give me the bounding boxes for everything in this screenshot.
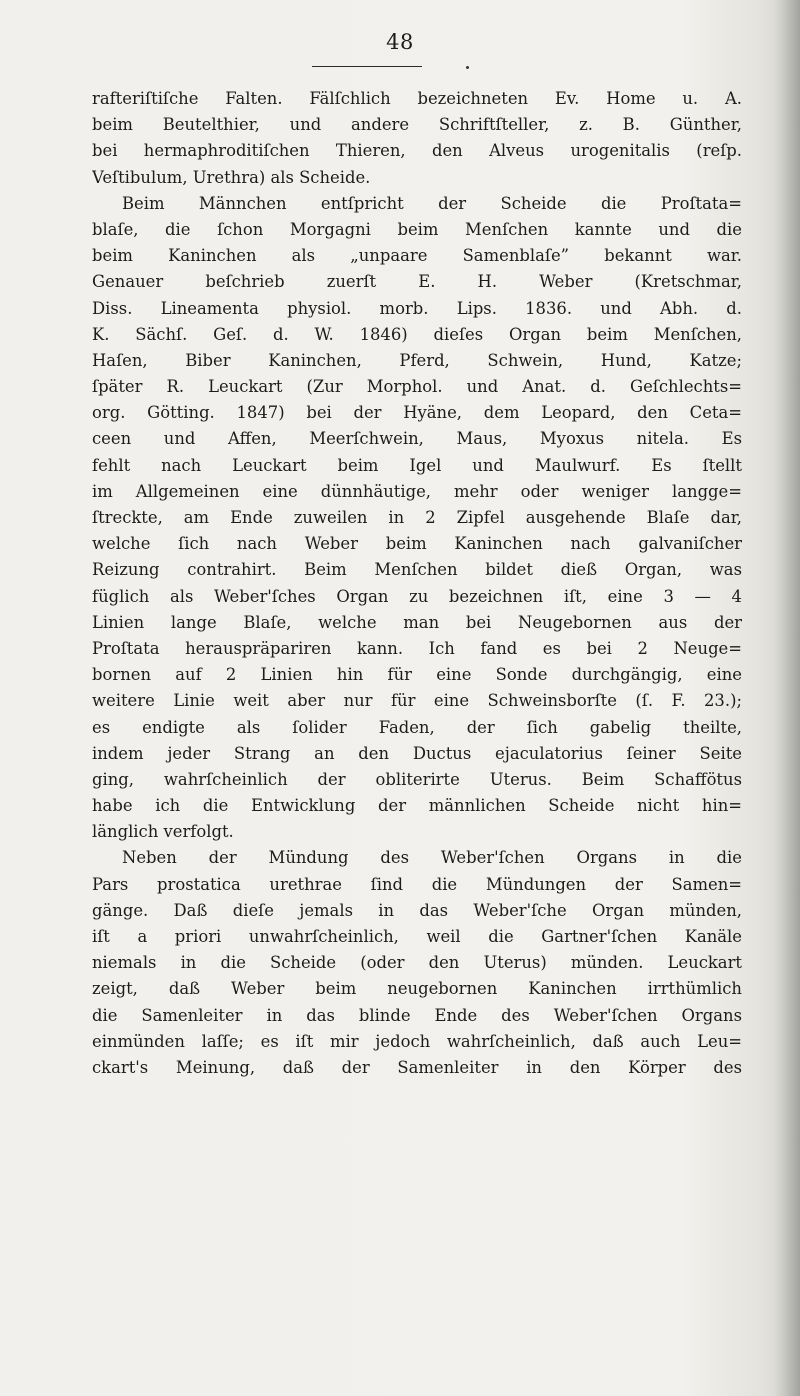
text-line: ceen und Affen, Meerſchwein, Maus, Myoxus nitela. Es [92, 429, 742, 449]
text-line: Linien lange Blaſe, welche man bei Neugebornen aus der [92, 612, 742, 632]
text-line: rafteriſtiſche Falten. Fälſchlich bezeichneten Ev. Home u. A. [92, 89, 742, 108]
text-line: die Samenleiter in das blinde Ende des Weber'ſchen Organs [92, 1005, 742, 1025]
text-line: Genauer beſchrieb zuerſt E. H. Weber (Kretschmar, [92, 272, 742, 292]
text-line: K. Sächſ. Geſ. d. W. 1846) dieſes Organ beim Menſchen, [92, 324, 742, 344]
text-line: weitere Linie weit aber nur für eine Schweinsborſte (ſ. F. 23.); [92, 691, 742, 711]
text-line: Reizung contrahirt. Beim Menſchen bildet dieß Organ, was [92, 560, 742, 580]
text-line: beim Beutelthier, und andere Schriftſteller, z. B. Günther, [92, 115, 742, 135]
text-line: Pars prostatica urethrae ſind die Mündungen der Samen= [92, 874, 742, 894]
text-line: ſpäter R. Leuckart (Zur Morphol. und Anat. d. Geſchlechts= [92, 377, 742, 397]
text-line: Haſen, Biber Kaninchen, Pferd, Schwein, Hund, Katze; [92, 350, 742, 370]
paragraph-start-line: Neben der Mündung des Weber'ſchen Organs in die [122, 848, 742, 868]
text-line: ſtreckte, am Ende zuweilen in 2 Zipfel ausgehende Blaſe dar, [92, 508, 742, 527]
text-line: füglich als Weber'ſches Organ zu bezeichnen iſt, eine 3 — 4 [92, 586, 742, 606]
text-line: Diss. Lineamenta physiol. morb. Lips. 1836. und Abh. d. [92, 298, 742, 318]
text-line: org. Götting. 1847) bei der Hyäne, dem Leopard, den Ceta= [92, 403, 742, 423]
text-line: Veſtibulum, Urethra) als Scheide. [92, 167, 371, 187]
text-line: gänge. Daß dieſe jemals in das Weber'ſche Organ münden, [92, 900, 742, 920]
paragraph-start-line: Beim Männchen entſpricht der Scheide die Proſtata= [122, 193, 742, 213]
text-line: Proſtata herauspräpariren kann. Ich fand es bei 2 Neuge= [92, 638, 742, 658]
text-line: einmünden laſſe; es iſt mir jedoch wahrſcheinlich, daß auch Leu= [92, 1031, 742, 1051]
page-number: 48 [386, 30, 414, 54]
text-line: bornen auf 2 Linien hin für eine Sonde durchgängig, eine [92, 665, 742, 685]
body-text [92, 86, 742, 1081]
text-line: beim Kaninchen als „unpaare Samenblaſe” bekannt war. [92, 246, 742, 266]
header-dot [466, 66, 469, 69]
text-line: habe ich die Entwicklung der männlichen Scheide nicht hin= [92, 796, 742, 816]
text-line: ckart's Meinung, daß der Samenleiter in den Körper des [92, 1057, 742, 1077]
text-line: zeigt, daß Weber beim neugebornen Kaninchen irrthümlich [92, 979, 742, 999]
text-line: länglich verfolgt. [92, 822, 234, 842]
text-line: ging, wahrſcheinlich der obliterirte Uterus. Beim Schaffötus [92, 769, 742, 789]
text-line: welche ſich nach Weber beim Kaninchen nach galvaniſcher [92, 534, 742, 554]
text-line: indem jeder Strang an den Ductus ejaculatorius ſeiner Seite [92, 743, 742, 763]
text-line: iſt a priori unwahrſcheinlich, weil die Gartner'ſchen Kanäle [92, 927, 742, 946]
header-rule [312, 66, 422, 67]
text-line: es endigte als ſolider Faden, der ſich gabelig theilte, [92, 717, 742, 737]
text-line: fehlt nach Leuckart beim Igel und Maulwurf. Es ſtellt [92, 455, 742, 475]
text-line: blaſe, die ſchon Morgagni beim Menſchen kannte und die [92, 219, 742, 239]
page-binding-shadow [774, 0, 800, 1396]
text-line: bei hermaphroditiſchen Thieren, den Alveus urogenitalis (reſp. [92, 141, 742, 161]
text-line: im Allgemeinen eine dünnhäutige, mehr oder weniger langge= [92, 481, 742, 501]
text-line: niemals in die Scheide (oder den Uterus) münden. Leuckart [92, 953, 742, 973]
